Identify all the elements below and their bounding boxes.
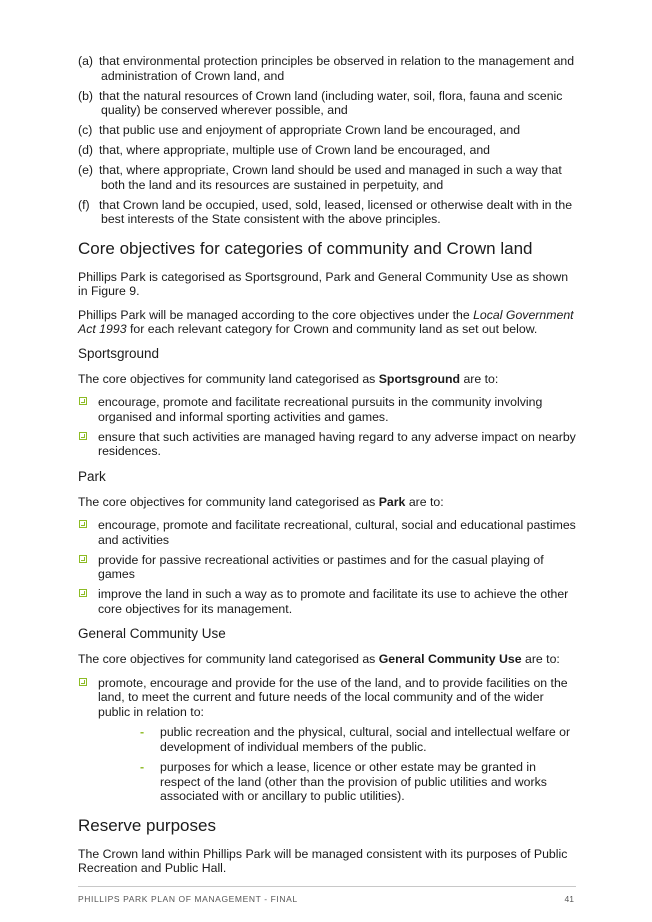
document-page [78,54,576,885]
dash-bullet-icon: - [140,725,145,739]
item-letter: (e) [78,163,94,177]
core-para2-post: for each relevant category for Crown and community land as set out below. [126,322,538,336]
list-item [78,518,576,547]
park-objectives [78,518,576,616]
intro-post: are to: [460,371,499,386]
page-number: 41 [564,894,574,904]
intro-post: are to: [405,494,444,509]
intro-pre: The core objectives for community land categorised as [78,652,379,666]
core-objectives-heading: Core objectives for categories of community and Crown land [78,238,533,258]
list-item [78,553,576,582]
list-item [78,54,576,83]
item-text: encourage, promote and facilitate recreational pursuits in the community involving organised and informal sporting activities and games. [98,395,543,424]
item-text: that public use and enjoyment of appropriate Crown land be encouraged, and [99,123,521,137]
item-letter: (f) [78,197,90,212]
sublist-item [118,760,576,804]
intro-post: are to: [521,652,560,666]
list-item [78,198,576,227]
core-paragraph-1: Phillips Park is categorised as Sportsground, Park and General Community Use as shown in Figure 9. [78,269,569,298]
sportsground-objectives [78,395,576,459]
checkbox-bullet-icon [79,397,87,405]
checkbox-bullet-icon [79,555,87,563]
list-item [78,587,576,616]
sportsground-intro [78,372,576,387]
checkbox-bullet-icon [79,589,87,597]
list-item [78,89,576,118]
item-text: encourage, promote and facilitate recreational, cultural, social and educational pastimes and activities [98,518,576,547]
sublist-item [118,725,576,754]
item-text: ensure that such activities are managed having regard to any adverse impact on nearby residences. [98,429,576,458]
intro-pre: The core objectives for community land categorised as [78,494,379,509]
item-text: that, where appropriate, multiple use of Crown land be encouraged, and [99,143,491,157]
item-text: public recreation and the physical, cultural, social and intellectual welfare or development of individual members of the public. [160,725,571,754]
park-intro [78,495,576,510]
item-letter: (a) [78,54,94,68]
core-para2-pre: Phillips Park will be managed according to the core objectives under the [78,307,474,322]
list-item [78,430,576,459]
list-item [78,676,576,804]
act-title: Local Government Act 1993 [78,307,574,336]
item-letter: (d) [78,143,94,157]
principles-list [78,54,576,227]
sportsground-heading: Sportsground [78,345,160,361]
category-name: Sportsground [378,371,461,386]
category-name: Park [378,494,406,509]
list-item [78,143,576,158]
item-text: purposes for which a lease, licence or other estate may be granted in respect of the land (other than the provision of public utilities and works associated with or ancillary to public utilities). [160,760,547,803]
list-item [78,395,576,424]
gcu-intro [78,652,576,667]
checkbox-bullet-icon [79,520,87,528]
park-heading: Park [78,468,106,484]
dash-bullet-icon: - [140,760,145,774]
intro-pre: The core objectives for community land categorised as [78,371,379,386]
core-paragraph-2 [78,308,576,337]
item-letter: (b) [78,88,94,103]
footer-document-title: PHILLIPS PARK PLAN OF MANAGEMENT - FINAL [78,894,298,904]
gcu-objectives [78,676,576,804]
item-text: provide for passive recreational activities or pastimes and for the casual playing of games [98,552,544,581]
list-item [78,163,576,192]
gcu-heading: General Community Use [78,626,226,641]
item-text: that the natural resources of Crown land (including water, soil, flora, fauna and scenic quality) be conserved wherever possible, and [99,88,563,117]
gcu-sublist [98,725,576,804]
item-text: improve the land in such a way as to promote and facilitate its use to achieve the other core objectives for its management. [98,587,569,616]
checkbox-bullet-icon [79,432,87,440]
reserve-paragraph: The Crown land within Phillips Park will be managed consistent with its purposes of Public Recreation and Public Hall. [78,846,568,875]
footer-divider [78,886,576,887]
item-text: promote, encourage and provide for the use of the land, and to provide facilities on the land, to meet the current and future needs of the local community and of the wider public in relation to: [98,675,568,719]
item-text: that, where appropriate, Crown land should be used and managed in such a way that both the land and its resources are sustained in perpetuity, and [99,163,562,192]
item-text: that Crown land be occupied, used, sold, leased, licensed or otherwise dealt with in the best interests of the State consistent with the above principles. [99,197,573,226]
checkbox-bullet-icon [79,678,87,686]
reserve-purposes-heading: Reserve purposes [78,815,216,835]
item-letter: (c) [78,123,93,137]
item-text: that environmental protection principles be observed in relation to the management and administration of Crown land, and [99,54,575,83]
category-name: General Community Use [378,652,522,666]
list-item [78,123,576,138]
